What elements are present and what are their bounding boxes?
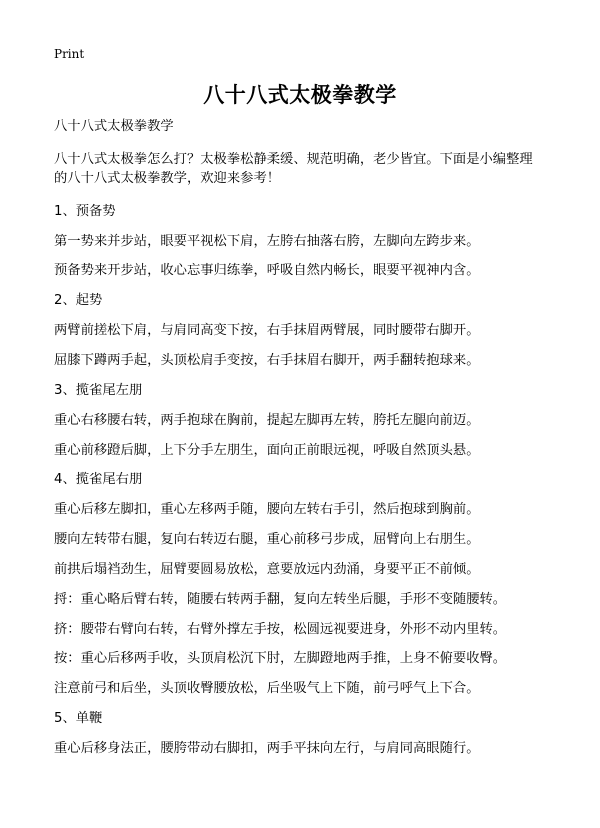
verse-line: 重心后移左脚扣，重心左移两手随，腰向左转右手引，然后抱球到胸前。 — [54, 502, 480, 517]
verse-line: 两臂前搓松下肩，与肩同高变下按，右手抹眉两臂展，同时腰带右脚开。 — [54, 323, 480, 338]
print-link[interactable]: Print — [54, 47, 85, 61]
verse-line: 重心右移腰右转，两手抱球在胸前，提起左脚再左转，胯托左腿向前迈。 — [54, 413, 480, 428]
verse-line: 第一势来并步站，眼要平视松下肩，左胯右抽落右胯，左脚向左跨步来。 — [54, 234, 480, 249]
verse-line: 预备势来开步站，收心忘事归练拳，呼吸自然内畅长，眼要平视神内含。 — [54, 263, 480, 278]
section-heading: 1、预备势 — [54, 204, 116, 219]
verse-line: 重心后移身法正，腰胯带动右脚扣，两手平抹向左行，与肩同高眼随行。 — [54, 741, 480, 756]
section-heading: 2、起势 — [54, 293, 103, 308]
section-heading: 4、揽雀尾右朋 — [54, 472, 143, 487]
verse-line: 捋：重心略后臂右转，随腰右转两手翻，复向左转坐后腿，手形不变随腰转。 — [54, 592, 507, 607]
verse-line: 按：重心后移两手收，头顶肩松沉下肘，左脚蹬地两手推，上身不俯要收臀。 — [54, 651, 507, 666]
verse-line: 注意前弓和后坐，头顶收臀腰放松，后坐吸气上下随，前弓呼气上下合。 — [54, 681, 480, 696]
page-title: 八十八式太极拳教学 — [203, 83, 397, 107]
subtitle: 八十八式太极拳教学 — [54, 119, 174, 134]
verse-line: 挤：腰带右臂向右转，右臂外撑左手按，松圆远视要进身，外形不动内里转。 — [54, 622, 507, 637]
verse-line: 屈膝下蹲两手起，头顶松肩手变按，右手抹眉右脚开，两手翻转抱球来。 — [54, 353, 480, 368]
section-heading: 5、单鞭 — [54, 711, 103, 726]
verse-line: 重心前移蹬后脚，上下分手左朋生，面向正前眼远视，呼吸自然顶头悬。 — [54, 443, 480, 458]
intro-paragraph — [54, 150, 574, 188]
verse-line: 腰向左转带右腿，复向右转迈右腿，重心前移弓步成，屈臂向上右朋生。 — [54, 532, 480, 547]
intro-line: 的八十八式太极拳教学，欢迎来参考！ — [54, 171, 281, 186]
section-heading: 3、揽雀尾左朋 — [54, 383, 143, 398]
verse-line: 前拱后塌裆劲生，屈臂要圆易放松，意要放远内劲涌，身要平正不前倾。 — [54, 562, 480, 577]
intro-line: 八十八式太极拳怎么打？太极拳松静柔缓、规范明确，老少皆宜。下面是小编整理 — [54, 152, 533, 167]
